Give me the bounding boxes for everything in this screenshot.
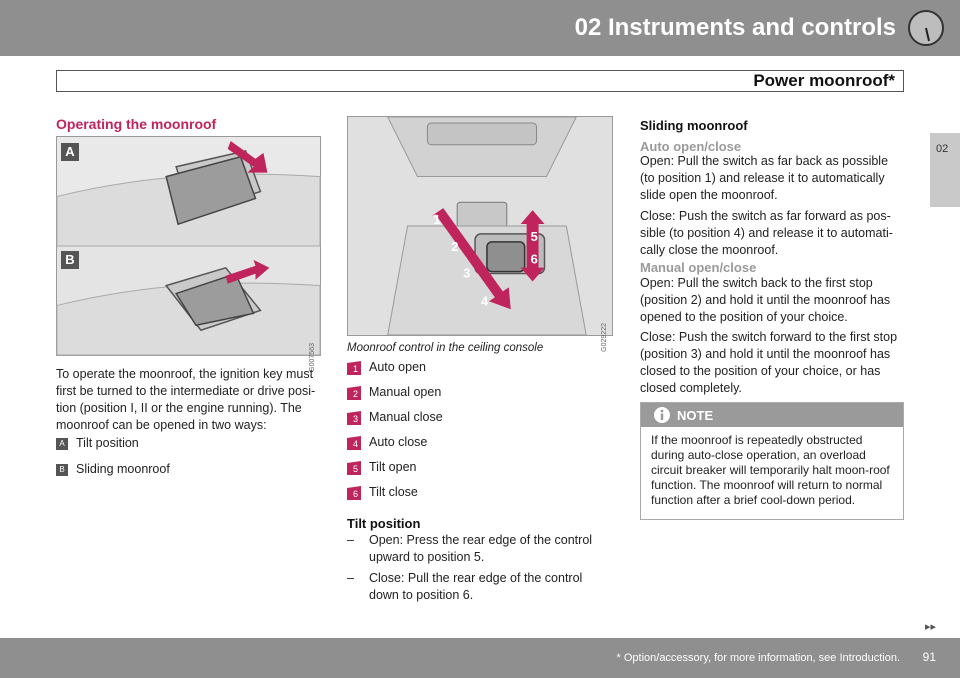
section-bar [56, 70, 904, 92]
figure-caption: Moonroof control in the ceiling console [347, 342, 544, 354]
svg-text:3: 3 [463, 265, 471, 281]
svg-text:5: 5 [530, 228, 538, 244]
figure-code: G007563 [309, 343, 316, 372]
tilt-open-text: Open: Press the rear edge of the control upward to position 5. [369, 533, 593, 564]
svg-text:6: 6 [530, 251, 538, 267]
moonroof-figure [56, 136, 321, 372]
svg-text:4: 4 [353, 438, 359, 449]
list-item: 4 Auto close [347, 435, 427, 450]
number-badge-icon [347, 361, 361, 375]
list-item: A Tilt position [56, 436, 139, 450]
svg-text:1: 1 [433, 212, 441, 228]
gauge-icon [906, 8, 946, 48]
svg-text:2: 2 [353, 388, 359, 399]
key-badge: A [56, 438, 68, 450]
svg-text:2: 2 [451, 238, 459, 254]
list-item: 6 Tilt close [347, 485, 418, 500]
list-item: B Sliding moonroof [56, 462, 170, 476]
number-badge-icon [347, 461, 361, 475]
list-item: 3 Manual close [347, 410, 443, 425]
list-item: 5 Tilt open [347, 460, 416, 475]
chapter-tab[interactable]: 02 [930, 133, 960, 207]
label-a: A [61, 143, 79, 161]
operating-heading: Operating the moonroof [56, 116, 217, 132]
footer-note: * Option/accessory, for more information, see Introduction. [616, 652, 900, 664]
number-badge-icon [347, 436, 361, 450]
auto-open-text: Open: Pull the switch as far back as possible (to position 1) and release it to automatically slide open the moonroof. [640, 154, 889, 202]
page-footer [0, 638, 960, 678]
number-badge-icon [347, 486, 361, 500]
tilt-close-text: Close: Pull the rear edge of the control down to position 6. [369, 571, 583, 602]
page-header [0, 0, 960, 56]
auto-close-text: Close: Push the switch as far forward as pos-sible (to position 4) and release it to automati-cally close the moonroof. [640, 209, 893, 257]
list-item: 2 Manual open [347, 385, 441, 400]
section-title: Power moonroof* [753, 71, 895, 90]
svg-text:4: 4 [480, 293, 489, 309]
svg-text:1: 1 [353, 363, 359, 374]
svg-text:5: 5 [353, 463, 359, 474]
info-icon [653, 406, 671, 424]
note-label: NOTE [677, 408, 714, 423]
chapter-title: 02 Instruments and controls [574, 14, 896, 41]
figure-code: G029222 [601, 323, 608, 352]
note-box [640, 402, 904, 520]
number-badge-icon [347, 411, 361, 425]
list-item: 1 Auto open [347, 360, 426, 375]
note-header [641, 403, 903, 427]
key-badge: B [56, 464, 68, 476]
manual-close-text: Close: Push the switch forward to the first stop (position 3) and hold it until the moonroof has closed to the position of your choice, or has closed completely. [640, 330, 898, 395]
next-page-arrows: ▸▸ [924, 621, 936, 633]
intro-paragraph: To operate the moonroof, the ignition key must first be turned to the intermediate or drive posi-tion (position I, II or the engine running). The moonroof can be opened in two ways: [56, 367, 316, 432]
sliding-heading: Sliding moonroof [640, 118, 748, 133]
dash-marker: – [347, 571, 354, 585]
label-b: B [61, 251, 79, 269]
svg-text:3: 3 [353, 413, 359, 424]
svg-text:6: 6 [353, 488, 359, 499]
note-text: If the moonroof is repeatedly obstructed during auto-close operation, an overload circuit breaker will temporarily halt moon-roof function. The moonroof will return to normal function after a brief cool-down period. [651, 433, 890, 507]
dash-marker: – [347, 533, 354, 547]
manual-heading: Manual open/close [640, 260, 757, 275]
tilt-heading: Tilt position [347, 516, 421, 531]
page-number: 91 [922, 650, 936, 664]
auto-heading: Auto open/close [640, 139, 742, 154]
manual-open-text: Open: Pull the switch back to the first stop (position 2) and hold it until the moonroof has opened to the position of your choice. [640, 276, 891, 324]
number-badge-icon [347, 386, 361, 400]
